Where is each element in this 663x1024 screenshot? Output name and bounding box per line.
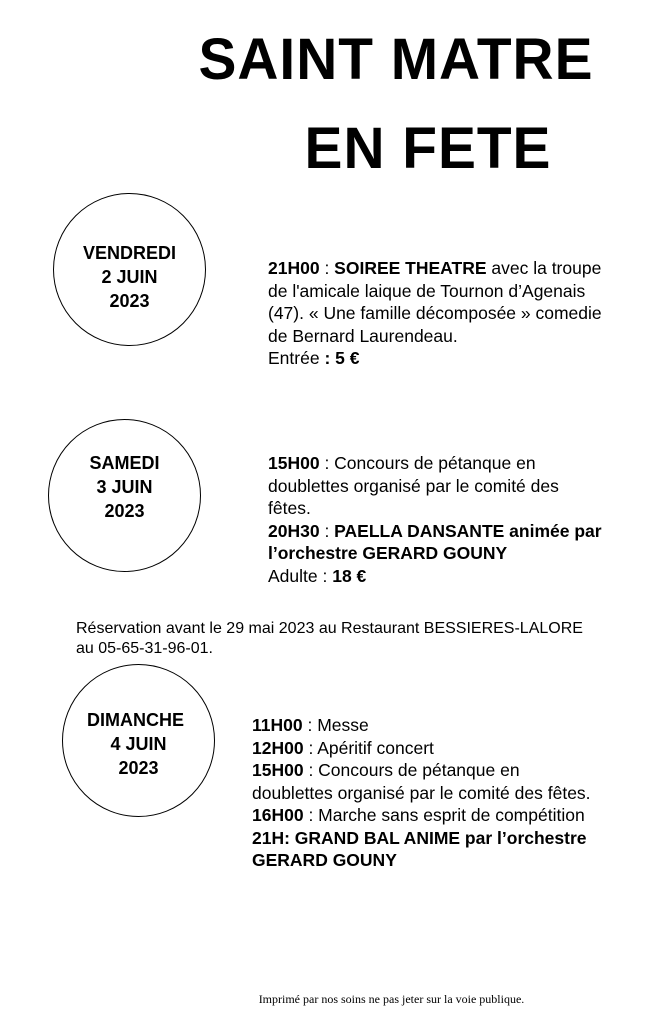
program-bold-text: GERARD GOUNY [252,850,397,870]
reservation-line-2: au 05-65-31-96-01. [76,640,213,657]
program-text: doublettes organisé par le comité des fêtes. [252,782,591,803]
program-line [252,737,591,760]
program-bold-text: 15H00 [252,760,304,780]
circle-date-label: 4 JUIN [110,734,167,754]
program-vendredi [268,257,602,370]
program-bold-text: 21H: GRAND BAL ANIME par l’orchestre [252,827,587,848]
program-bold-text: PAELLA DANSANTE animée par [334,520,602,541]
circle-year-label: 2023 [118,758,159,778]
program-bold-text: 21H00 [268,258,320,278]
program-text: fêtes. [268,498,311,518]
program-bold-text: 12H00 [252,737,304,758]
program-text: Entrée [268,348,325,368]
footer-note: Imprimé par nos soins ne pas jeter sur la voie publique. [258,992,525,1006]
program-text: Adulte : [268,565,333,586]
circle-date-label: 3 JUIN [96,477,153,497]
program-line [268,520,602,543]
program-text: avec la troupe [486,258,602,278]
program-bold-text: : 5 € [324,348,360,368]
program-line [268,302,602,325]
program-line [252,782,591,805]
program-line [252,827,591,850]
program-text: : Marche sans esprit de compétition [303,805,585,825]
program-bold-text: 15H00 [268,453,320,473]
title-line-1: SAINT MATRE [198,27,594,92]
program-text: (47). « Une famille décomposée » comedie [268,303,602,323]
reservation-line-1: Réservation avant le 29 mai 2023 au Restaurant BESSIERES-LALORE [76,620,583,637]
program-bold-text: 16H00 [252,805,304,825]
program-line [268,280,602,303]
circle-day-label: SAMEDI [89,453,160,473]
program-line [268,475,602,498]
program-line [252,759,591,782]
program-line [268,325,602,348]
program-bold-text: 11H00 [252,715,303,735]
program-text: de l'amicale laique de Tournon d’Agenais [268,280,586,301]
date-circle-dimanche [62,664,215,817]
program-text: : Concours de pétanque en [303,760,520,780]
program-line [268,257,602,280]
date-circle-samedi [48,419,201,572]
program-text: de Bernard Laurendeau. [268,325,458,346]
program-line [252,849,591,872]
program-text: doublettes organisé par le comité des [268,475,559,496]
program-text: : Concours de pétanque en [319,453,536,473]
program-dimanche [252,714,591,872]
date-circle-vendredi [53,193,206,346]
program-text: : [319,520,335,541]
program-line [268,542,602,565]
program-line [252,714,591,737]
program-line [252,804,591,827]
program-text: : [319,258,335,278]
program-text: : Apéritif concert [303,737,434,758]
circle-year-label: 2023 [109,291,150,311]
reservation-note [76,619,656,659]
circle-date-label: 2 JUIN [101,267,158,287]
circle-day-label: VENDREDI [82,243,176,263]
program-text: : Messe [302,715,369,735]
program-samedi [268,452,602,587]
title-line-2: EN FETE [304,116,552,181]
program-line [268,497,602,520]
program-line [268,347,602,370]
program-bold-text: SOIREE THEATRE [334,258,487,278]
program-line [268,565,602,588]
program-line [268,452,602,475]
circle-year-label: 2023 [104,501,145,521]
program-bold-text: 20H30 [268,520,320,541]
circle-day-label: DIMANCHE [87,710,184,730]
program-bold-text: 18 € [332,565,367,586]
program-bold-text: l’orchestre GERARD GOUNY [268,543,508,563]
